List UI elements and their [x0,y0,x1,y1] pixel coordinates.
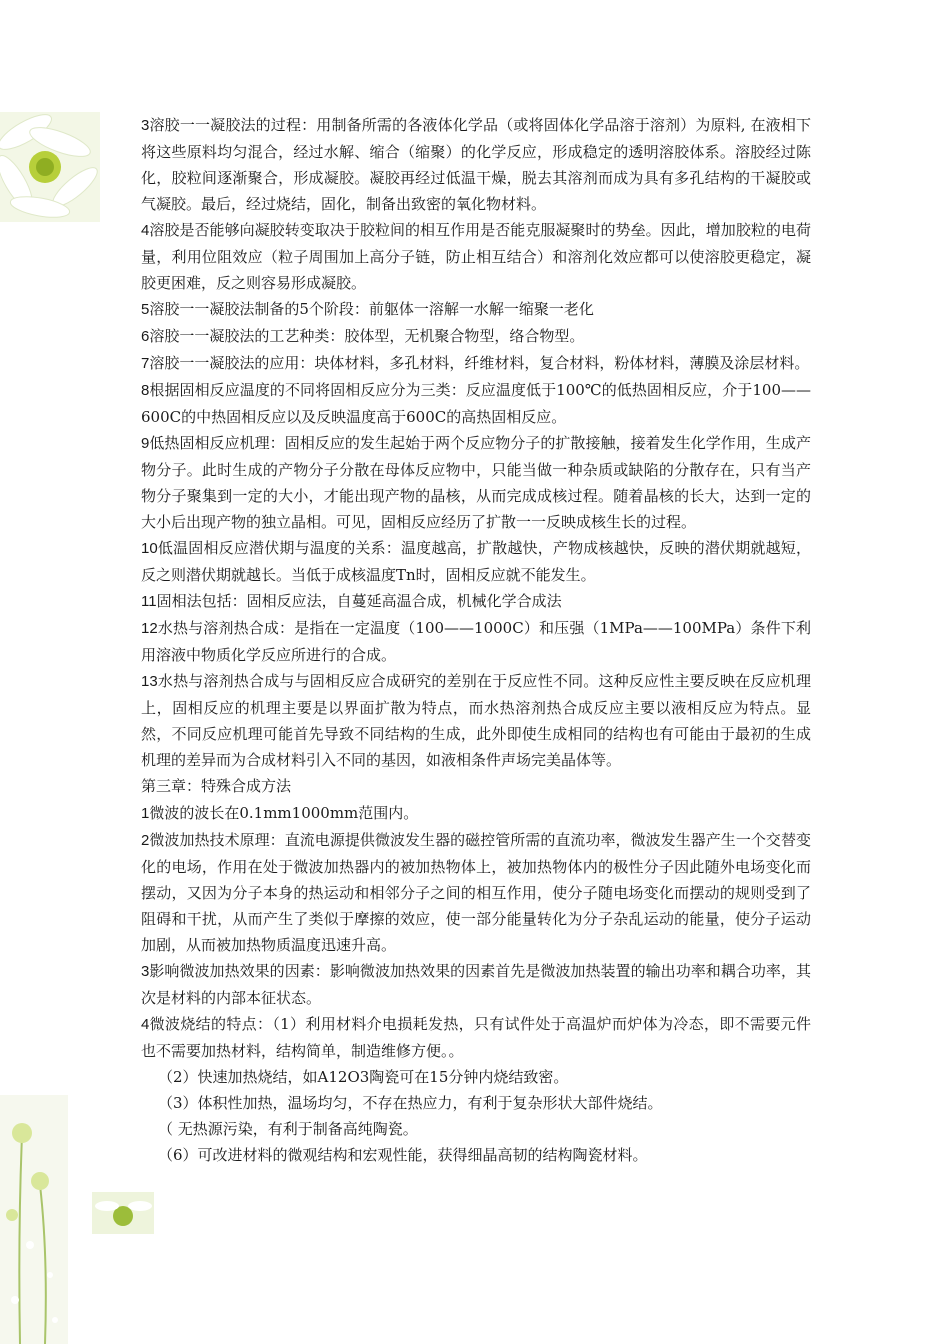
paragraph: 6溶胶一一凝胶法的工艺种类：胶体型，无机聚合物型，络合物型。 [141,327,585,345]
list-item: （2）快速加热烧结，如A12O3陶瓷可在15分钟内烧结致密。 [158,1068,569,1086]
flower-decoration-icon [0,112,100,222]
paragraph: 3溶胶一一凝胶法的过程：用制备所需的各液体化学品（或将固体化学品溶于溶剂）为原料, 在液相下将这些原料均匀混合，经过水解、缩合（缩聚）的化学反应，形成稳定的透明溶胶体系。溶胶经过陈化，胶粒间逐渐聚合，形成凝胶。凝胶再经过低温干燥，脱去其溶剂而成为具有多孔结构的干凝胶或气凝胶。最后，经过烧结，固化，制备出致密的氧化物材料。 [141,116,811,213]
paragraph: 10低温固相反应潜伏期与温度的关系：温度越高，扩散越快，产物成核越快，反映的潜伏期就越短，反之则潜伏期就越长。当低于成核温度Tn时，固相反应就不能发生。 [141,539,811,584]
list-item: （ 无热源污染，有利于制备高纯陶瓷。 [158,1120,418,1138]
chapter-heading: 第三章：特殊合成方法 [141,777,292,795]
paragraph: 4溶胶是否能够向凝胶转变取决于胶粒间的相互作用是否能克服凝聚时的势垒。因此，增加胶粒的电荷量，利用位阻效应（粒子周围加上高分子链，防止相互结合）和溶剂化效应都可以使溶胶更稳定，凝胶更困难，反之则容易形成凝胶。 [141,221,811,292]
paragraph: 1微波的波长在0.1mm1000mm范围内。 [141,804,419,822]
paragraph: 13水热与溶剂热合成与与固相反应合成研究的差别在于反应性不同。这种反应性主要反映在反应机理上，固相反应的机理主要是以界面扩散为特点，而水热溶剂热合成反应主要以液相反应为特点。显然，不同反应机理可能首先导致不同结构的生成，此外即使生成相同的结构也有可能由于最初的生成机理的差异而为合成材料引入不同的基因，如液相条件声场完美晶体等。 [141,672,811,769]
document-body [141,112,811,1168]
paragraph: 2微波加热技术原理：直流电源提供微波发生器的磁控管所需的直流功率，微波发生器产生一个交替变化的电场，作用在处于微波加热器内的被加热物体上，被加热物体内的极性分子因此随外电场变化而摆动，又因为分子本身的热运动和相邻分子之间的相互作用，使分子随电场变化而摆动的规则受到了阻碍和干扰，从而产生了类似于摩擦的效应，使一部分能量转化为分子杂乱运动的能量，使分子运动加剧，从而被加热物质温度迅速升高。 [141,831,811,954]
feature-list [141,1064,811,1168]
paragraph: 5溶胶一一凝胶法制备的5个阶段：前躯体一溶解一水解一缩聚一老化 [141,300,594,318]
flower-small-icon [92,1192,154,1234]
paragraph: 11固相法包括：固相反应法，自蔓延高温合成，机械化学合成法 [141,592,562,610]
paragraph: 4微波烧结的特点：（1）利用材料介电损耗发热，只有试件处于高温炉而炉体为冷态，即不需要元件也不需要加热材料，结构简单，制造维修方便。。 [141,1015,811,1060]
paragraph: 12水热与溶剂热合成：是指在一定温度（100——1000C）和压强（1MPa——100MPa）条件下利用溶液中物质化学反应所进行的合成。 [141,619,811,664]
paragraph: 9低热固相反应机理：固相反应的发生起始于两个反应物分子的扩散接触，接着发生化学作用，生成产物分子。此时生成的产物分子分散在母体反应物中，只能当做一种杂质或缺陷的分散存在，只有当产物分子聚集到一定的大小，才能出现产物的晶核，从而完成成核过程。随着晶核的长大，达到一定的大小后出现产物的独立晶相。可见，固相反应经历了扩散一一反映成核生长的过程。 [141,434,811,531]
list-item: （6）可改进材料的微观结构和宏观性能，获得细晶高韧的结构陶瓷材料。 [158,1146,648,1164]
paragraph: 8根据固相反应温度的不同将固相反应分为三类：反应温度低于100℃的低热固相反应，介于100——600C的中热固相反应以及反映温度高于600C的高热固相反应。 [141,381,811,426]
paragraph: 7溶胶一一凝胶法的应用：块体材料，多孔材料，纤维材料，复合材料，粉体材料，薄膜及涂层材料。 [141,354,810,372]
flower-stems-icon [0,1095,68,1344]
list-item: （3）体积性加热，温场均匀，不存在热应力，有利于复杂形状大部件烧结。 [158,1094,663,1112]
paragraph: 3影响微波加热效果的因素：影响微波加热效果的因素首先是微波加热装置的输出功率和耦合功率，其次是材料的内部本征状态。 [141,962,811,1007]
